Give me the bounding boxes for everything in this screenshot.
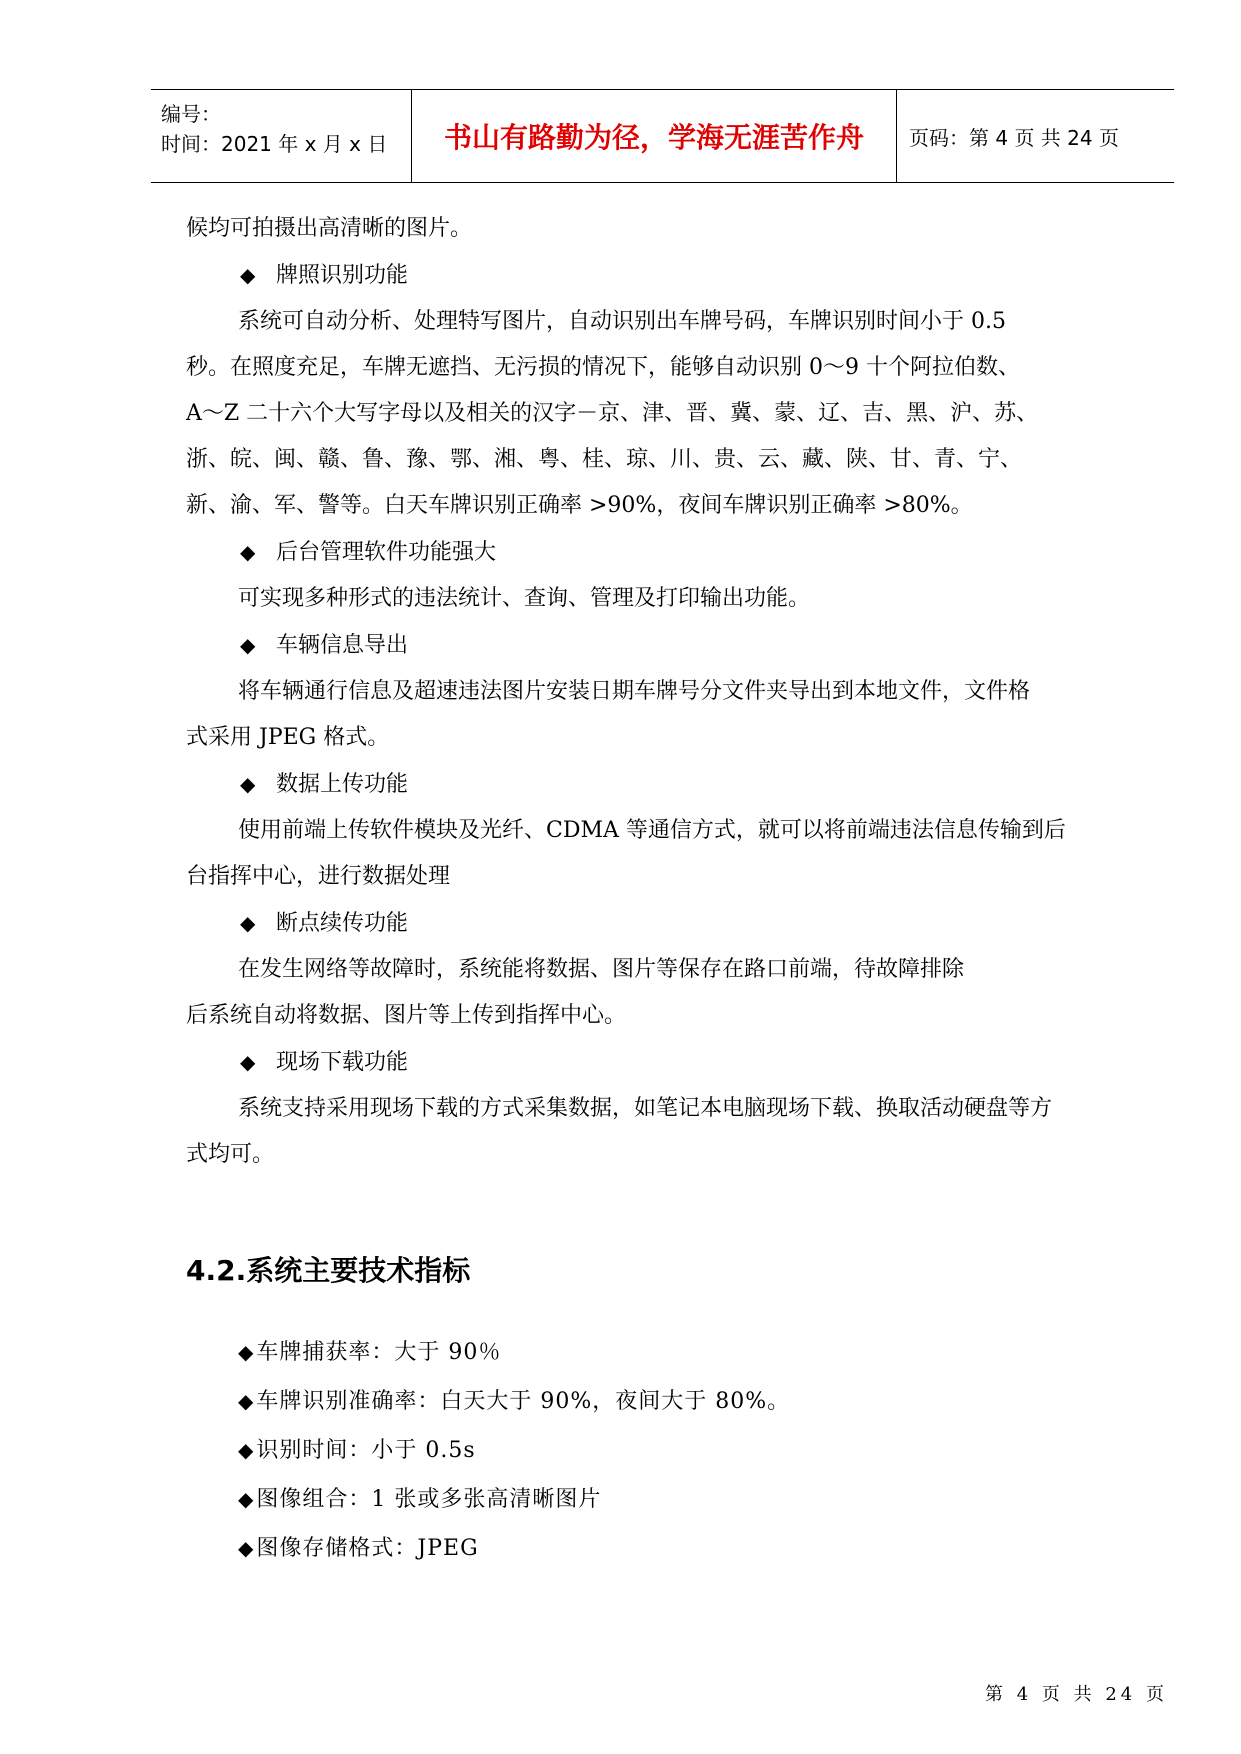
page-footer: 第 4 页 共 24 页	[985, 1684, 1168, 1705]
line-text: 浙、皖、闽、赣、鲁、豫、鄂、湘、粤、桂、琼、川、贵、云、藏、陕、甘、青、宁、	[186, 447, 1023, 472]
line-text: 后台管理软件功能强大	[276, 540, 497, 565]
bullet-heading	[186, 529, 1156, 576]
diamond-bullet-icon: ◆	[240, 633, 256, 657]
text-line	[186, 993, 1156, 1039]
line-text: 系统支持采用现场下载的方式采集数据，如笔记本电脑现场下载、换取活动硬盘等方	[238, 1096, 1053, 1121]
line-text: 系统可自动分析、处理特写图片，自动识别出车牌号码，车牌识别时间小于 0.5	[238, 309, 1006, 334]
line-text: 数据上传功能	[276, 772, 409, 797]
bullet-heading	[186, 252, 1156, 299]
line-text: 在发生网络等故障时，系统能将数据、图片等保存在路口前端，待故障排除	[238, 957, 965, 982]
spec-item	[186, 1328, 1156, 1377]
text-line	[186, 345, 1156, 391]
diamond-bullet-icon: ◆	[240, 263, 256, 287]
text-line	[186, 715, 1156, 761]
line-text: 新、渝、军、警等。白天车牌识别正确率 >90%，夜间车牌识别正确率 >80%。	[186, 493, 973, 518]
bullet-heading	[186, 761, 1156, 808]
document-number-label: 编号：	[161, 102, 221, 126]
header-meta	[151, 76, 411, 182]
line-text: 断点续传功能	[276, 911, 409, 936]
section-gap	[186, 1178, 1156, 1244]
spec-item	[186, 1377, 1156, 1426]
text-line	[186, 1086, 1156, 1132]
line-text: 秒。在照度充足，车牌无遮挡、无污损的情况下，能够自动识别 0～9 十个阿拉伯数、	[186, 355, 1020, 380]
line-text: 式均可。	[186, 1142, 275, 1167]
line-text: 式采用 JPEG 格式。	[186, 725, 390, 750]
header-motto: 书山有路勤为径，学海无涯苦作舟	[411, 90, 897, 182]
spec-list	[186, 1328, 1156, 1573]
spec-text: 车牌捕获率：大于 90％	[256, 1340, 502, 1365]
document-time-label: 时间：2021 年 x 月 x 日	[161, 132, 388, 156]
diamond-bullet-icon: ◆	[240, 772, 256, 796]
spec-text: 图像组合：1 张或多张高清晰图片	[256, 1487, 602, 1512]
line-text: 可实现多种形式的违法统计、查询、管理及打印输出功能。	[238, 586, 811, 611]
spec-text: 识别时间：小于 0.5s	[256, 1438, 476, 1463]
section-title: 4.2.系统主要技术指标	[186, 1254, 471, 1287]
line-text: 候均可拍摄出高清晰的图片。	[186, 216, 473, 241]
spec-item	[186, 1524, 1156, 1573]
diamond-bullet-icon: ◆	[240, 911, 256, 935]
header-page-info: 页码：第 4 页 共 24 页	[909, 125, 1119, 150]
diamond-bullet-icon: ◆	[238, 1340, 255, 1364]
line-text: 现场下载功能	[276, 1050, 409, 1075]
text-line	[186, 483, 1156, 529]
text-line	[186, 391, 1156, 437]
document-body	[186, 206, 1156, 1573]
text-line	[186, 854, 1156, 900]
bullet-heading	[186, 622, 1156, 669]
text-line	[186, 1132, 1156, 1178]
text-line	[186, 947, 1156, 993]
spec-item	[186, 1426, 1156, 1475]
spec-text: 图像存储格式：JPEG	[256, 1536, 479, 1561]
line-text: 台指挥中心，进行数据处理	[186, 864, 451, 889]
diamond-bullet-icon: ◆	[240, 540, 256, 564]
text-line	[186, 576, 1156, 622]
page-header	[151, 89, 1174, 183]
paragraph-lines	[186, 206, 1156, 1178]
text-line	[186, 206, 1156, 252]
text-line	[186, 299, 1156, 345]
text-line	[186, 437, 1156, 483]
line-text: 将车辆通行信息及超速违法图片安装日期车牌号分文件夹导出到本地文件，文件格	[238, 679, 1031, 704]
diamond-bullet-icon: ◆	[238, 1487, 255, 1511]
line-text: 后系统自动将数据、图片等上传到指挥中心。	[186, 1003, 627, 1028]
line-text: 使用前端上传软件模块及光纤、CDMA 等通信方式，就可以将前端违法信息传输到后	[238, 818, 1066, 843]
text-line	[186, 808, 1156, 854]
bullet-heading	[186, 900, 1156, 947]
diamond-bullet-icon: ◆	[238, 1389, 255, 1413]
diamond-bullet-icon: ◆	[238, 1438, 255, 1462]
text-line	[186, 669, 1156, 715]
line-text: 车辆信息导出	[276, 633, 409, 658]
bullet-heading	[186, 1039, 1156, 1086]
line-text: A～Z 二十六个大写字母以及相关的汉字－京、津、晋、冀、蒙、辽、吉、黑、沪、苏、	[186, 401, 1039, 426]
diamond-bullet-icon: ◆	[240, 1050, 256, 1074]
line-text: 牌照识别功能	[276, 263, 409, 288]
spec-text: 车牌识别准确率：白天大于 90%，夜间大于 80%。	[256, 1389, 791, 1414]
diamond-bullet-icon: ◆	[238, 1536, 255, 1560]
spec-item	[186, 1475, 1156, 1524]
